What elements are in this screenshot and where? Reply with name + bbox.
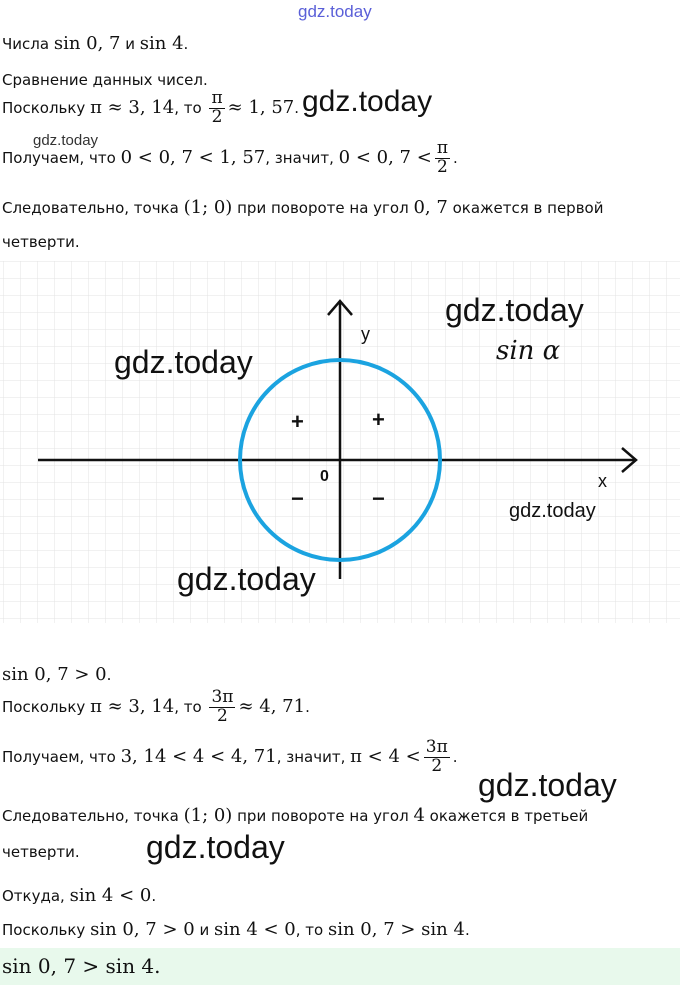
text: . [453, 148, 458, 167]
math: sin 0, 7 > 0 [90, 919, 195, 940]
sin-alpha-label: sin α [496, 336, 561, 366]
text: при повороте на угол [232, 199, 414, 217]
math: sin 4 [139, 33, 184, 54]
solution-line [2, 197, 603, 218]
sign-q1: + [372, 407, 385, 432]
text: окажется в третьей [424, 807, 589, 825]
fraction-numerator: 3π [425, 737, 448, 757]
math: ≈ 4, 71 [238, 695, 306, 717]
text: при повороте на угол [232, 807, 414, 825]
solution-line [2, 885, 156, 906]
solution-line: четверти. [2, 843, 80, 861]
fraction-denominator: 2 [436, 156, 448, 177]
text: Получаем, что [2, 148, 121, 167]
math: sin 0, 7 > sin 4 [328, 919, 465, 940]
math: 0, 7 [413, 197, 448, 218]
fraction-denominator: 2 [211, 106, 223, 127]
text: , значит, [265, 148, 339, 167]
math: (1; 0) [183, 197, 233, 218]
math: sin 4 < 0 [69, 885, 152, 906]
text: , значит, [276, 747, 351, 766]
watermark: gdz.today [177, 561, 316, 597]
solution-line [2, 919, 470, 940]
watermark: gdz.today [146, 829, 285, 865]
text: . [452, 747, 458, 766]
math: sin 0, 7 [53, 33, 121, 54]
text: окажется в первой [447, 199, 604, 217]
text: . [464, 921, 470, 939]
text: . [294, 98, 300, 117]
fraction-numerator: 3π [211, 687, 234, 707]
text: Поскольку [2, 921, 91, 939]
text: и [194, 921, 215, 939]
math: π < 4 < [350, 745, 421, 767]
math: π ≈ 3, 14 [90, 96, 175, 118]
sign-q4: − [372, 486, 385, 511]
watermark: gdz.today [509, 500, 596, 522]
x-axis-label: x [598, 471, 607, 491]
solution-line [2, 739, 458, 776]
text: Поскольку [2, 98, 91, 117]
text: . [106, 666, 112, 684]
watermark: gdz.today [302, 85, 433, 118]
origin-label: 0 [320, 468, 329, 485]
fraction [209, 90, 224, 127]
text: . [183, 35, 189, 53]
fraction-denominator: 2 [431, 755, 443, 776]
math: sin 0, 7 > sin 4 [2, 954, 155, 978]
text: , то [174, 98, 207, 117]
watermark: gdz.today [114, 344, 253, 380]
math: 0 < 0, 7 < [338, 146, 432, 168]
text: . [151, 887, 157, 905]
sign-q3: − [291, 486, 304, 511]
solution-line [2, 664, 111, 685]
answer-text [2, 954, 161, 978]
problem-statement [2, 33, 188, 54]
text: Следовательно, точка [2, 807, 184, 825]
fraction [424, 739, 450, 776]
fraction-denominator: 2 [217, 705, 228, 726]
text: Следовательно, точка [2, 199, 184, 217]
solution-line [2, 805, 588, 826]
math: sin 4 < 0 [214, 919, 296, 940]
text: Откуда, [2, 887, 70, 905]
text: , то [174, 697, 207, 716]
solution-line [2, 90, 299, 127]
math: (1; 0) [183, 805, 233, 826]
fraction [435, 140, 450, 177]
sign-q2: + [291, 409, 304, 434]
watermark: gdz.today [298, 2, 372, 21]
solution-line: четверти. [2, 233, 80, 251]
y-axis-label: y [361, 324, 370, 344]
watermark: gdz.today [445, 292, 584, 328]
watermark: gdz.today [478, 767, 617, 803]
section-heading: Сравнение данных чисел. [2, 71, 208, 89]
math: 3, 14 < 4 < 4, 71 [120, 745, 277, 767]
text: Получаем, что [2, 747, 121, 766]
solution-line [2, 689, 310, 726]
answer-box [0, 948, 680, 985]
text: . [154, 954, 161, 978]
text: Числа [2, 35, 54, 53]
math: 0 < 0, 7 < 1, 57 [120, 146, 266, 168]
math: 4 [413, 805, 425, 826]
math: π ≈ 3, 14 [90, 695, 175, 717]
text: Поскольку [2, 697, 91, 716]
solution-line [2, 140, 458, 177]
text: . [305, 697, 310, 716]
fraction-numerator: π [211, 88, 223, 108]
math: sin 0, 7 > 0 [2, 664, 107, 685]
text: и [120, 35, 140, 53]
fraction [209, 689, 235, 726]
math: ≈ 1, 57 [227, 96, 295, 118]
text: , то [295, 921, 328, 939]
fraction-numerator: π [436, 138, 448, 158]
watermark: gdz.today [33, 132, 99, 149]
